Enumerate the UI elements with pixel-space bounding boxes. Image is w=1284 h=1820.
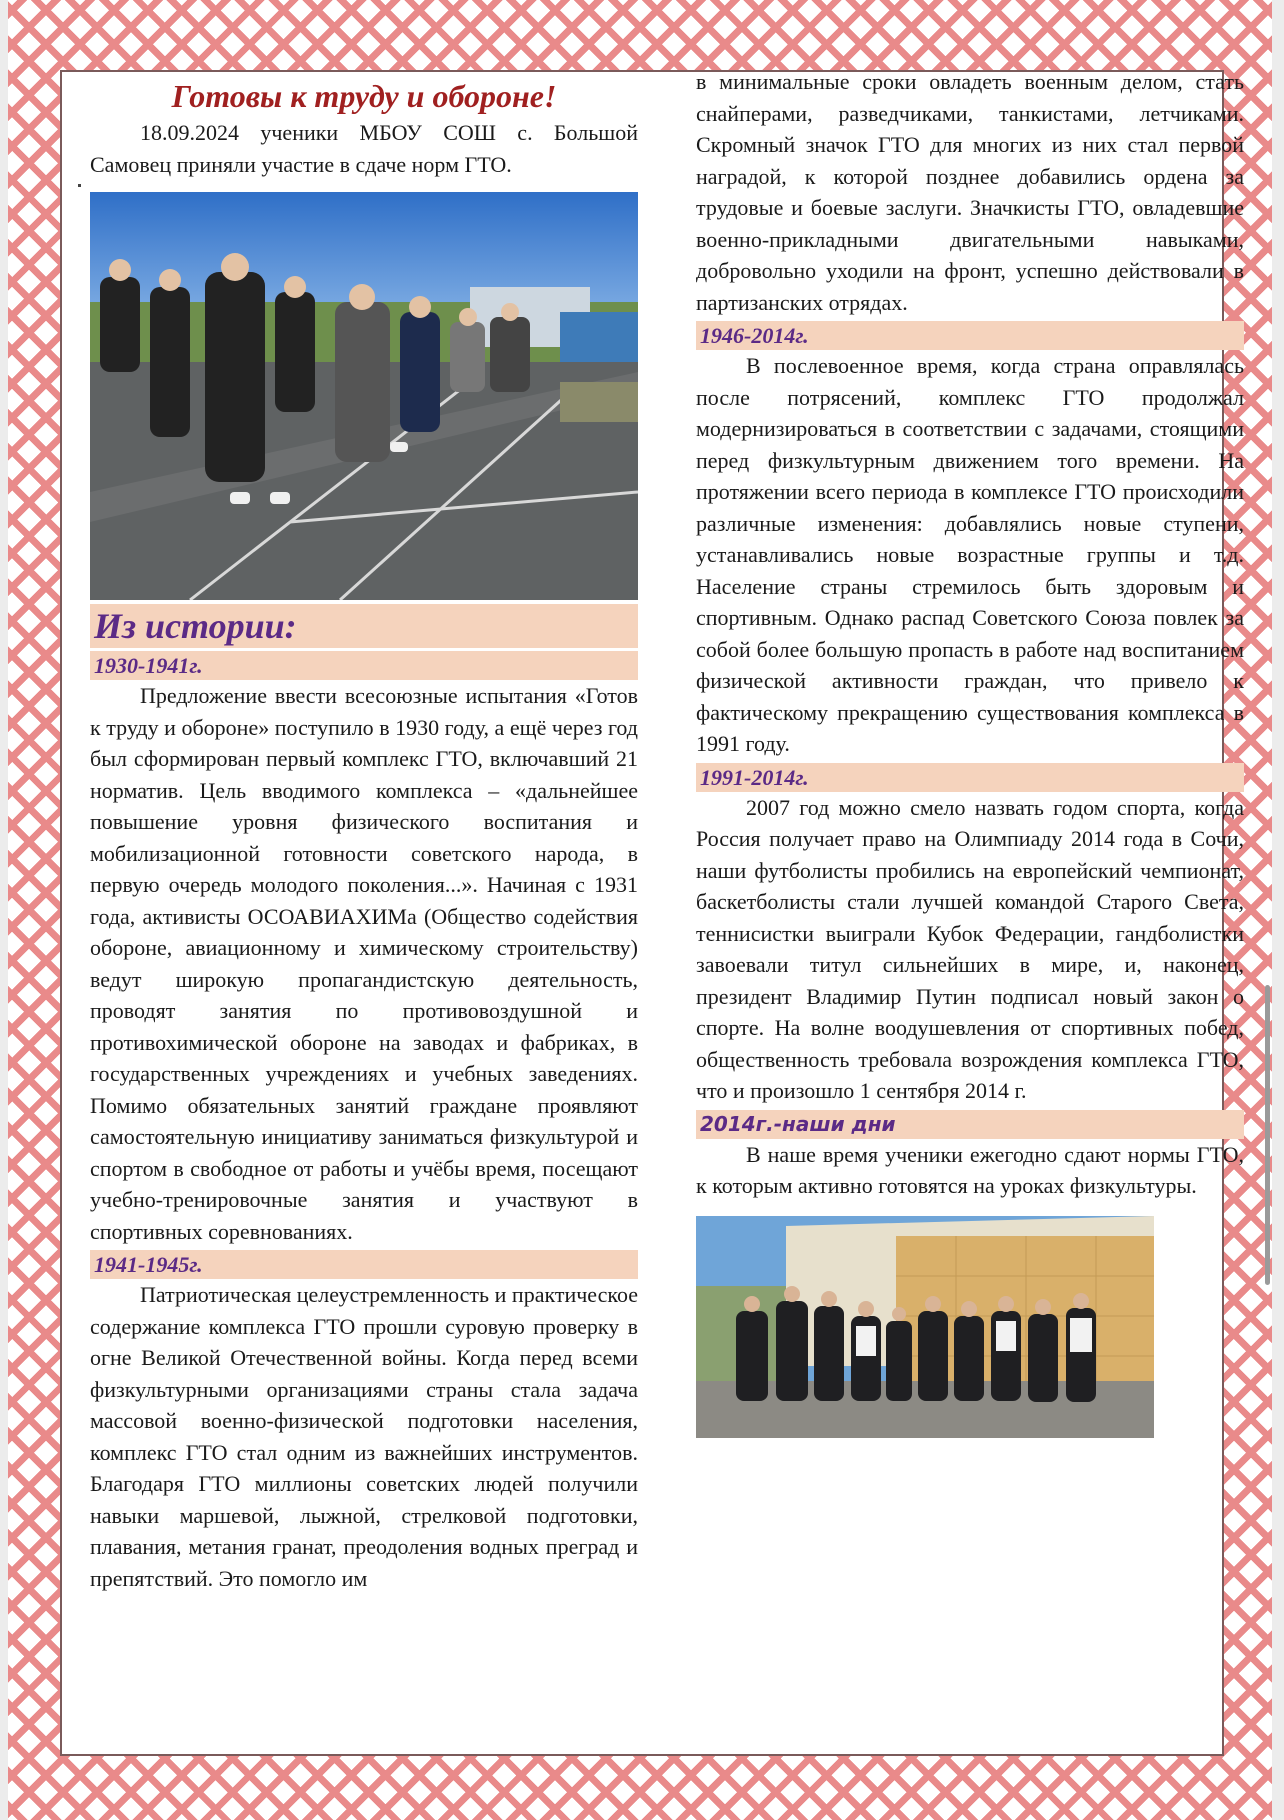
- content-frame: [60, 69, 1244, 1756]
- section-1941-1945-text-right: в минимальные сроки овладеть военным делом, стать снайперами, разведчиками, танкистами, летчиками. Скромный значок ГТО для многих из них стал первой наградой, к которой позднее добавились ордена за трудовые и боевые заслуги. Значкисты ГТО, овладевшие военно-прикладными двигательными навыками, добровольно уходили на фронт, успешно действовали в партизанских отрядах.: [696, 69, 1244, 315]
- period-1930-1941: 1930-1941г.: [90, 651, 638, 680]
- left-column: [90, 72, 638, 1594]
- section-1946-2014-text: В послевоенное время, когда страна оправлялась после потрясений, комплекс ГТО продолжал модернизироваться в соответствии с задачами, стоящими перед физкультурным движением того времени. На протяжении всего периода в комплексе ГТО происходили различные изменения: добавлялись новые ступени, устанавливались новые возрастные группы и т.д. Население страны стремилось быть здоровым и спортивным. Однако распад Советского Союза повлек за собой более большую пропасть в работе над воспитанием физической активности граждан, что привело к фактическому прекращению существования комплекса в 1991 году.: [696, 353, 1244, 756]
- history-heading: Из истории:: [94, 606, 297, 646]
- scrollbar[interactable]: [1265, 985, 1270, 1285]
- period-2014-now: 2014г.-наши дни: [696, 1110, 1244, 1139]
- period-1946-2014: 1946-2014г.: [696, 321, 1244, 350]
- intro-text: 18.09.2024 ученики МБОУ СОШ с. Большой Самовец приняли участие в сдаче норм ГТО.: [90, 120, 638, 177]
- article-title: Готовы к труду и обороне!: [171, 78, 557, 114]
- section-2014-now-text: В наше время ученики ежегодно сдают нормы ГТО, к которым активно готовятся на уроках физкультуры.: [696, 1141, 1244, 1198]
- students-running-photo: [90, 192, 638, 600]
- newsletter-page: [8, 0, 1272, 1820]
- section-1930-1941-text: Предложение ввести всесоюзные испытания «Готов к труду и обороне» поступило в 1930 году, а ещё через год был сформирован первый комплекс ГТО, включавший 21 норматив. Цель вводимого комплекса – «дальнейшее повышение уровня физического воспитания и мобилизационной готовности советского народа, в первую очередь молодого поколения...». Начиная с 1931 года, активисты ОСОАВИАХИМа (Общество содействия обороне, авиационному и химическому строительству) ведут широкую пропагандистскую деятельность, проводят занятия по противовоздушной и противохимической обороне на заводах и фабриках, в государственных учреждениях и учебных заведениях. Помимо обязательных занятий граждане проявляют самостоятельную инициативу заниматься физкультурой и спортом в свободное от работы и учёбы время, посещают учебно-тренировочные занятия и участвуют в спортивных соревнованиях.: [90, 683, 638, 1244]
- period-1941-1945: 1941-1945г.: [90, 1250, 638, 1279]
- right-column: [696, 66, 1244, 1438]
- history-heading-band: [90, 604, 638, 648]
- period-1991-2014: 1991-2014г.: [696, 763, 1244, 792]
- section-1991-2014-text: 2007 год можно смело назвать годом спорта, когда Россия получает право на Олимпиаду 2014 года в Сочи, наши футболисты пробились на европейский чемпионат, баскетболисты стали лучшей командой Старого Света, теннисистки выиграли Кубок Федерации, гандболистки завоевали титул сильнейших в мире, и, наконец, президент Владимир Путин подписал новый закон о спорте. На волне воодушевления от спортивных побед, общественность требовала возрождения комплекса ГТО, что и произошло 1 сентября 2014 г.: [696, 794, 1244, 1103]
- stray-dot: [78, 184, 81, 187]
- students-group-photo: [696, 1216, 1154, 1438]
- section-1941-1945-text-left: Патриотическая целеустремленность и практическое содержание комплекса ГТО прошли суровую проверку в огне Великой Отечественной войны. Когда перед всеми физкультурными организациями страны стала задача массовой военно-физической подготовки населения, комплекс ГТО стал одним из важнейших инструментов. Благодаря ГТО миллионы советских людей получили навыки маршевой, лыжной, стрелковой подготовки, плавания, метания гранат, преодоления водных преград и препятствий. Это помогло им: [90, 1282, 638, 1591]
